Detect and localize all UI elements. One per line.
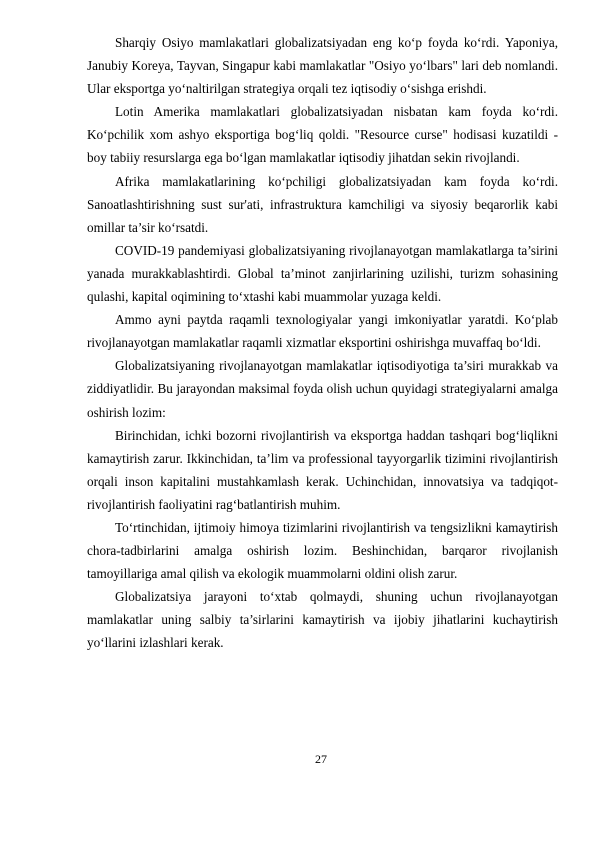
- paragraph-strategies-4-5: To‘rtinchidan, ijtimoiy himoya tizimlarini rivojlantirish va tengsizlikni kamaytirish chora-tadbirlarini amalga oshirish lozim. Beshinchidan, barqaror rivojlanish tamoyillariga amal qilish va ekologik muammolarni oldini olish zarur.: [87, 519, 558, 582]
- paragraph-latin-america: Lotin Amerika mamlakatlari globalizatsiyadan nisbatan kam foyda ko‘rdi. Ko‘pchilik xom ashyo eksportiga bog‘liq qoldi. "Resource curse" hodisasi kuzatildi - boy tabiiy resurslarga ega bo‘lgan mamlakatlar iqtisodiy jihatdan sekin rivojlandi.: [87, 104, 558, 166]
- paragraph-digital: Ammo ayni paytda raqamli texnologiyalar yangi imkoniyatlar yaratdi. Ko‘plab rivojlanayotgan mamlakatlar raqamli xizmatlar eksportini oshirishga muvaffaq bo‘ldi.: [87, 312, 558, 351]
- paragraph-strategies-intro: Globalizatsiyaning rivojlanayotgan mamlakatlar iqtisodiyotiga ta’siri murakkab va ziddiyatlidir. Bu jarayondan maksimal foyda olish uchun quyidagi strategiyalarni amalga oshirish lozim:: [87, 358, 558, 420]
- paragraph-strategies-1-3: Birinchidan, ichki bozorni rivojlantirish va eksportga haddan tashqari bog‘liqlikni kamaytirish zarur. Ikkinchidan, ta’lim va professional tayyorgarlik tizimini rivojlantirish orqali inson kapitalini mustahkamlash kerak. Uchinchidan, innovatsiya va tadqiqot-rivojlantirish faoliyatini rag‘batlantirish muhim.: [87, 427, 558, 512]
- paragraph-covid: COVID-19 pandemiyasi globalizatsiyaning rivojlanayotgan mamlakatlarga ta’sirini yanada murakkablashtirdi. Global ta’minot zanjirlarining uzilishi, turizm sohasining qulashi, kapital oqimining to‘xtashi kabi muammolar yuzaga keldi.: [87, 242, 558, 305]
- paragraph-africa: Afrika mamlakatlarining ko‘pchiligi globalizatsiyadan kam foyda ko‘rdi. Sanoatlashtirishning sust sur'ati, infrastruktura kamchiligi va siyosiy beqarorlik kabi omillar ta’sir ko‘rsatdi.: [87, 173, 558, 235]
- paragraph-east-asia: Sharqiy Osiyo mamlakatlari globalizatsiyadan eng ko‘p foyda ko‘rdi. Yaponiya, Janubiy Koreya, Tayvan, Singapur kabi mamlakatlar "Osiyo yo‘lbars" lari deb nomlandi. Ular eksportga yo‘naltirilgan strategiya orqali tez iqtisodiy o‘sishga erishdi.: [87, 35, 558, 97]
- paragraph-conclusion: Globalizatsiya jarayoni to‘xtab qolmaydi, shuning uchun rivojlanayotgan mamlakatlar uning salbiy ta’sirlarini kamaytirish va ijobiy jihatlarini kuchaytirish yo‘llarini izlashlari kerak.: [87, 589, 558, 651]
- body-text: [87, 31, 558, 655]
- page-number: 27: [315, 752, 327, 766]
